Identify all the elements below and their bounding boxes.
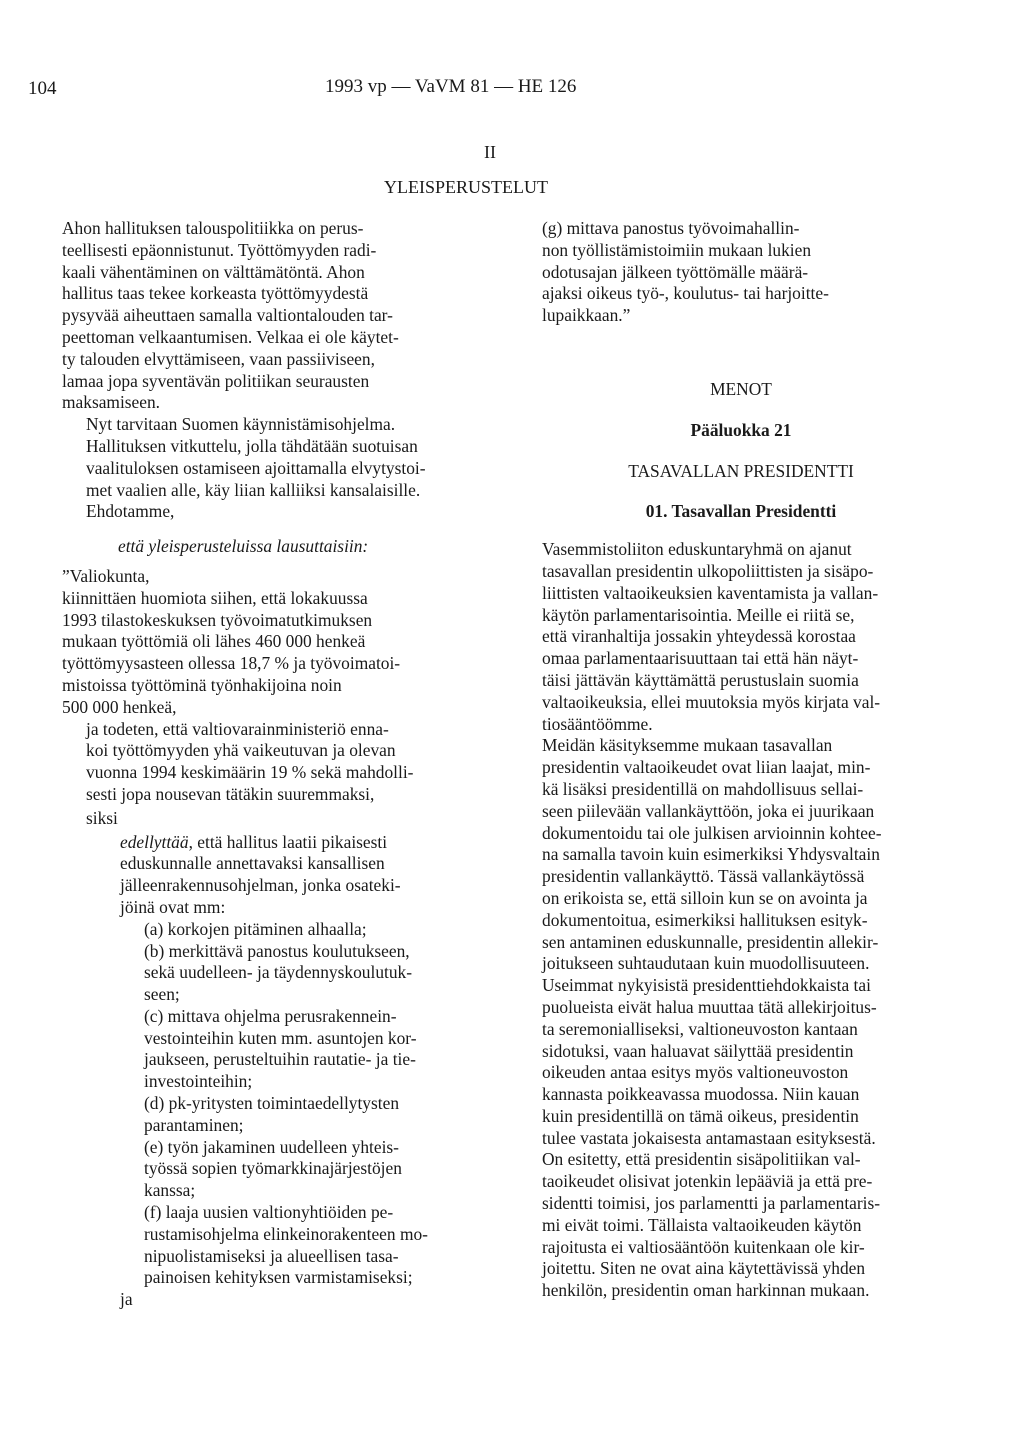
paragraph: Meidän käsityksemme mukaan tasavallan presidentin valtaoikeudet ovat liian laajat, min- kä lisäksi presidentillä on mahdollisuus sellai- seen piilevään vallankäyttöön, joka ei juurikaan dokumentoidu tai ole julkisen arvioinnin kohtee- na samalla tavoin kuin esimerkiksi Yhdysvaltain presidentin vallankäyttö. Tässä vallankäytössä on erikoista se, että silloin kun se on avointa ja dokumentoitua, esimerkiksi hallituksen esityk- sen antaminen eduskunnalle, presidentin allekir- joitukseen suhtaudutaan kuin muodollisuuteen. Useimmat nykyisistä presidenttiehdokkaista tai puolueista eivät halua muuttaa tätä allekirjoitus- ta seremonialliseksi, valtioneuvoston kantaan sidotuksi, vaan haluavat säilyttää presidentin oikeuden antaa esitys myös valtioneuvoston kannasta poikkeavassa muodossa. Niin kauan kuin presidentillä on tämä oikeus, presidentin tulee vastata jokaisesta antamastaan esityksestä. <box>542 735 882 1148</box>
item-heading: 01. Tasavallan Presidentti <box>645 501 837 522</box>
paragraph: Nyt tarvitaan Suomen käynnistämisohjelma. Hallituksen vitkuttelu, jolla tähdätään suotuisan vaalituloksen ostamiseen ajoittamalla elvytystoi- met vaalien alle, käy liian kalliiksi kansalaisille. <box>86 414 426 500</box>
president-heading: TASAVALLAN PRESIDENTTI <box>628 460 854 481</box>
requirement-body: , että hallitus laatii pikaisesti eduskunnalle annettavaksi kansallisen jälleenrakennusohjelman, jonka osateki- jöinä ovat mm: <box>120 831 401 917</box>
list-item: (f) laaja uusien valtionyhtiöiden pe- rustamisohjelma elinkeinorakenteen mo- nipuolistamiseksi ja alueellisen tasa- painoisen kehityksen varmistamiseksi; <box>144 1202 428 1288</box>
paragraph: Ahon hallituksen talouspolitiikka on perus- teellisesti epäonnistunut. Työttömyyden radi- kaali vähentäminen on välttämätöntä. Ahon hallitus taas tekee korkeasta työttömyydestä pysyvää aiheuttaen samalla valtiontalouden tar- peettoman velkaantumisen. Velkaa ei ole käytet- ty talouden elvyttämiseen, vaan passiiviseen, lamaa jopa syventävän politiikan seurausten maksamiseen. <box>62 218 399 413</box>
running-title: 1993 vp — VaVM 81 — HE 126 <box>325 76 577 97</box>
left-column <box>62 218 514 1311</box>
paragraph: Vasemmistoliiton eduskuntaryhmä on ajanut tasavallan presidentin ulkopoliittisten ja sisäpo- liittisten valtaoikeuksien kaventamista ja vallan- käytön parlamentarisointia. Meille ei riitä se, että viranhaltija jossakin yhteydessä korostaa omaa parlamentaarisuuttaan tai että hän näyt- täisi jättävän käyttämättä perustuslain suomia valtaoikeuksia, ellei muutoksia myös kirjata val- tiosääntöömme. <box>542 539 881 734</box>
menot-heading: MENOT <box>710 378 772 399</box>
paragraph: kiinnittäen huomiota siihen, että lokakuussa 1993 tilastokeskuksen työvoimatutkimuksen mukaan työttömiä oli lähes 460 000 henkeä työttömyysasteen ollessa 18,7 % ja työvoimatoi- mistoissa työttöminä työnhakijoina noin 500 000 henkeä, <box>62 587 401 717</box>
list-item: (b) merkittävä panostus koulutukseen, sekä uudelleen- ja täydennyskoulutuk- seen; <box>144 940 413 1005</box>
proposal-intro: että yleisperusteluissa lausuttaisiin: <box>118 536 369 557</box>
section-title: YLEISPERUSTELUT <box>384 177 548 197</box>
list-item: (a) korkojen pitäminen alhaalla; <box>144 918 367 939</box>
main-class-heading: Pääluokka 21 <box>690 419 792 440</box>
requirement-lead: edellyttää <box>120 831 189 852</box>
paragraph: On esitetty, että presidentin sisäpolitiikan val- taoikeudet olisivat jotenkin lepääviä ja että pre- sidentti toimisi, jos parlamentti ja parlamentaris- mi eivät toimi. Tällaista valtaoikeuden käytön rajoitusta ei valtiosääntöön kuitenkaan ole kir- joitettu. Siten ne ovat aina käytettävissä yhden henkilön, presidentin oman harkinnan mukaan. <box>542 1149 881 1301</box>
paragraph: siksi <box>86 807 118 828</box>
section-number: II <box>484 142 496 162</box>
paragraph: ”Valiokunta, <box>62 565 150 586</box>
requirement-text <box>120 832 514 919</box>
right-column <box>518 218 964 1302</box>
paragraph: ja todeten, että valtiovarainministeriö enna- koi työttömyyden yhä vaikeutuvan ja olevan vuonna 1994 keskimäärin 19 % sekä mahdolli- sesti jopa nousevan tätäkin suuremmaksi, <box>86 718 414 804</box>
list-item: (g) mittava panostus työvoimahallin- non työllistämistoimiin mukaan lukien odotusajan jälkeen työttömälle määrä- ajaksi oikeus työ-, koulutus- tai harjoitte- lupaikkaan.” <box>542 218 829 326</box>
paragraph: Ehdotamme, <box>86 501 175 522</box>
list-item: (c) mittava ohjelma perusrakennein- vestointeihin kuten mm. asuntojen kor- jaukseen, perusteltuihin rautatie- ja tie- investointeihin; <box>144 1005 417 1092</box>
list-item: (d) pk-yritysten toimintaedellytysten parantaminen; <box>144 1093 400 1135</box>
list-item: (e) työn jakaminen uudelleen yhteis- työssä sopien työmarkkinajärjestöjen kanssa; <box>144 1136 402 1201</box>
list-conjunction: ja <box>120 1289 133 1310</box>
requirement-block <box>62 832 514 1312</box>
page-number: 104 <box>28 78 57 99</box>
